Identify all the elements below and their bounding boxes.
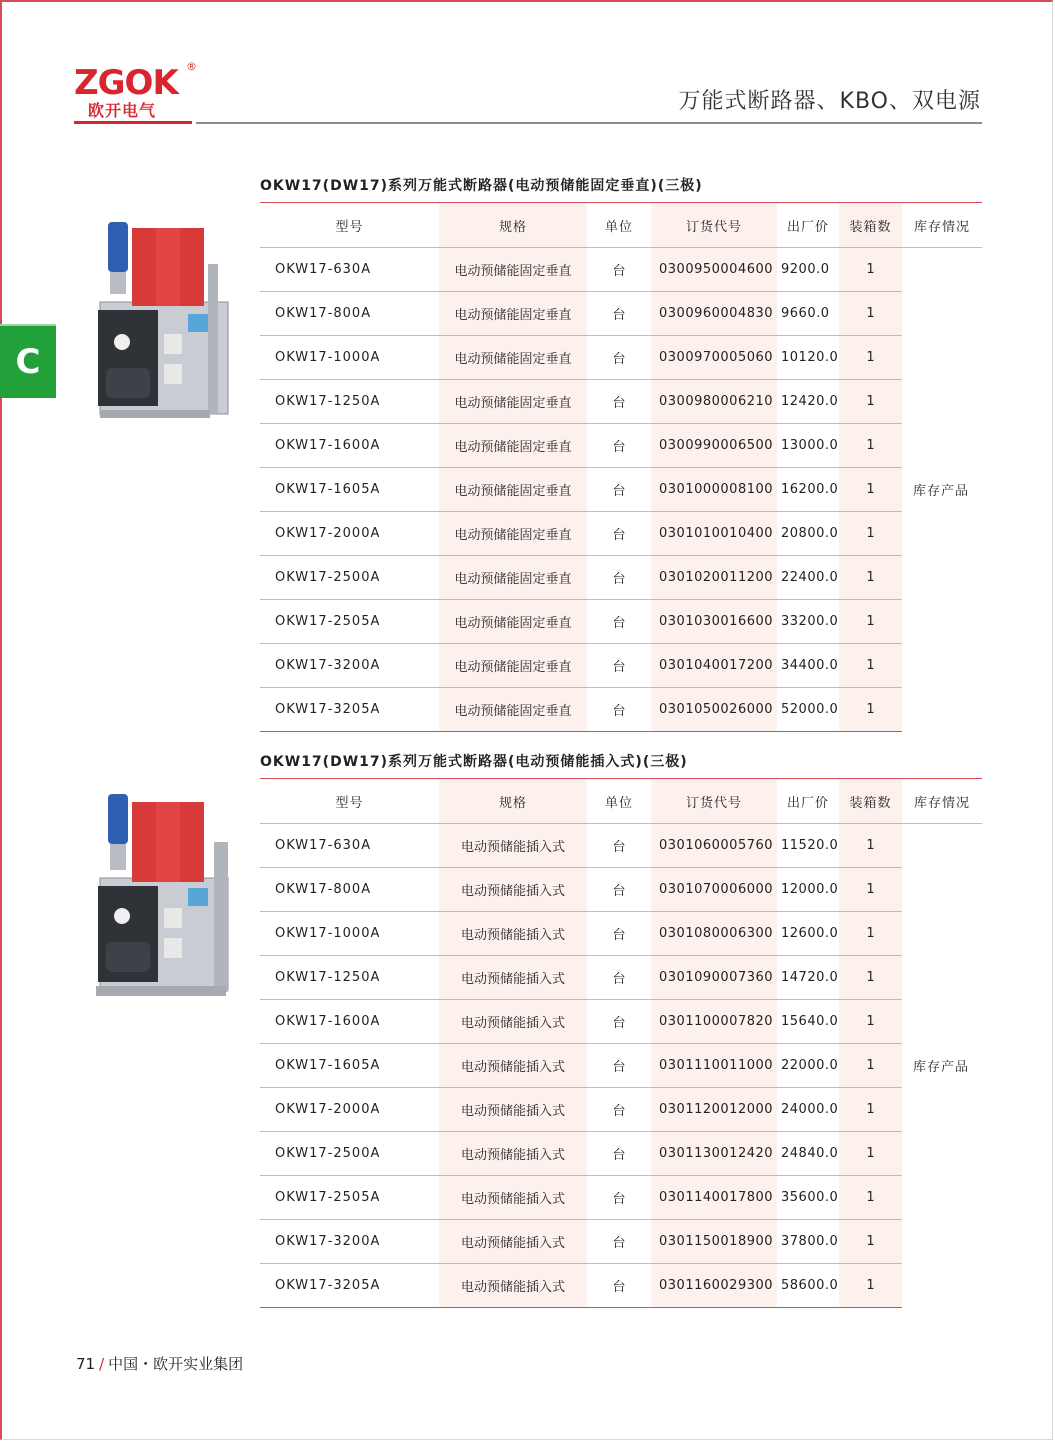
- cell-box-qty: 1: [839, 868, 902, 912]
- cell-order-code: 0301100007820: [651, 1000, 777, 1044]
- cell-order-code: 0301050026000: [651, 688, 777, 732]
- cell-model: OKW17-1600A: [260, 1000, 439, 1044]
- cell-unit: 台: [587, 1264, 651, 1308]
- cell-order-code: 0301010010400: [651, 512, 777, 556]
- cell-order-code: 0300970005060: [651, 336, 777, 380]
- cell-unit: 台: [587, 600, 651, 644]
- cell-price: 33200.0: [777, 600, 839, 644]
- cell-stock-status: 库存产品: [913, 484, 970, 500]
- table-row: [260, 380, 982, 424]
- cell-model: OKW17-3200A: [260, 1220, 439, 1264]
- cell-box-qty: 1: [839, 1000, 902, 1044]
- cell-order-code: 0301140017800: [651, 1176, 777, 1220]
- cell-order-code: 0301040017200: [651, 644, 777, 688]
- col-header-spec: 规格: [439, 203, 587, 248]
- page-footer: [76, 1353, 243, 1374]
- logo-wordmark: ZGOK: [74, 63, 178, 103]
- cell-price: 9200.0: [777, 248, 839, 292]
- cell-stock-status: 库存产品: [913, 1060, 970, 1076]
- col-header-model: 型号: [260, 203, 439, 248]
- cell-unit: 台: [587, 1044, 651, 1088]
- cell-unit: 台: [587, 1220, 651, 1264]
- cell-unit: 台: [587, 424, 651, 468]
- cell-box-qty: 1: [839, 248, 902, 292]
- cell-spec: 电动预储能插入式: [439, 868, 587, 912]
- price-table-fixed: [260, 203, 982, 732]
- footer-company: 中国・欧开实业集团: [108, 1355, 244, 1373]
- cell-price: 13000.0: [777, 424, 839, 468]
- cell-unit: 台: [587, 248, 651, 292]
- cell-order-code: 0301090007360: [651, 956, 777, 1000]
- cell-price: 22000.0: [777, 1044, 839, 1088]
- cell-spec: 电动预储能固定垂直: [439, 600, 587, 644]
- cell-order-code: 0300950004600: [651, 248, 777, 292]
- cell-unit: 台: [587, 1088, 651, 1132]
- table-row: [260, 1132, 982, 1176]
- cell-order-code: 0301130012420: [651, 1132, 777, 1176]
- cell-spec: 电动预储能固定垂直: [439, 380, 587, 424]
- table-row: [260, 600, 982, 644]
- cell-model: OKW17-1250A: [260, 380, 439, 424]
- col-header-unit: 单位: [587, 779, 651, 824]
- cell-order-code: 0301160029300: [651, 1264, 777, 1308]
- table-row: [260, 248, 982, 292]
- cell-unit: 台: [587, 912, 651, 956]
- price-table-drawout: [260, 779, 982, 1308]
- logo-underline: [74, 121, 192, 124]
- header-divider: [196, 122, 982, 124]
- cell-model: OKW17-1000A: [260, 912, 439, 956]
- col-header-qty: 装箱数: [839, 779, 902, 824]
- cell-order-code: 0301080006300: [651, 912, 777, 956]
- cell-box-qty: 1: [839, 1264, 902, 1308]
- cell-price: 10120.0: [777, 336, 839, 380]
- cell-price: 34400.0: [777, 644, 839, 688]
- table-row: [260, 468, 982, 512]
- cell-price: 9660.0: [777, 292, 839, 336]
- cell-unit: 台: [587, 956, 651, 1000]
- cell-spec: 电动预储能插入式: [439, 956, 587, 1000]
- col-header-qty: 装箱数: [839, 203, 902, 248]
- cell-box-qty: 1: [839, 600, 902, 644]
- col-header-code: 订货代号: [651, 779, 777, 824]
- cell-spec: 电动预储能插入式: [439, 912, 587, 956]
- cell-box-qty: 1: [839, 912, 902, 956]
- cell-model: OKW17-2500A: [260, 556, 439, 600]
- footer-separator: /: [99, 1355, 105, 1373]
- cell-model: OKW17-1600A: [260, 424, 439, 468]
- brand-logo: [74, 60, 197, 126]
- cell-order-code: 0301000008100: [651, 468, 777, 512]
- table-row: [260, 1220, 982, 1264]
- cell-spec: 电动预储能插入式: [439, 824, 587, 868]
- cell-spec: 电动预储能固定垂直: [439, 688, 587, 732]
- cell-unit: 台: [587, 512, 651, 556]
- cell-spec: 电动预储能插入式: [439, 1000, 587, 1044]
- cell-box-qty: 1: [839, 512, 902, 556]
- cell-spec: 电动预储能固定垂直: [439, 468, 587, 512]
- cell-model: OKW17-2000A: [260, 1088, 439, 1132]
- cell-model: OKW17-1250A: [260, 956, 439, 1000]
- cell-model: OKW17-630A: [260, 824, 439, 868]
- table-row: [260, 1176, 982, 1220]
- table-row: [260, 1044, 982, 1088]
- cell-model: OKW17-2500A: [260, 1132, 439, 1176]
- table-row: [260, 556, 982, 600]
- breaker-product-image-fixed: [88, 214, 238, 434]
- table-row: [260, 688, 982, 732]
- cell-spec: 电动预储能固定垂直: [439, 512, 587, 556]
- cell-price: 11520.0: [777, 824, 839, 868]
- cell-unit: 台: [587, 688, 651, 732]
- cell-model: OKW17-800A: [260, 292, 439, 336]
- cell-box-qty: 1: [839, 292, 902, 336]
- col-header-stock: 库存情况: [902, 779, 982, 824]
- cell-order-code: 0300960004830: [651, 292, 777, 336]
- breaker-product-image-drawout: [88, 790, 238, 1010]
- page-number: 71: [76, 1355, 96, 1373]
- chapter-tab: C: [0, 326, 56, 398]
- cell-box-qty: 1: [839, 688, 902, 732]
- cell-model: OKW17-3205A: [260, 688, 439, 732]
- cell-box-qty: 1: [839, 1220, 902, 1264]
- table-row: [260, 1264, 982, 1308]
- table-row: [260, 424, 982, 468]
- cell-price: 12420.0: [777, 380, 839, 424]
- cell-unit: 台: [587, 1132, 651, 1176]
- cell-unit: 台: [587, 336, 651, 380]
- cell-model: OKW17-3205A: [260, 1264, 439, 1308]
- cell-model: OKW17-2000A: [260, 512, 439, 556]
- cell-price: 12600.0: [777, 912, 839, 956]
- cell-box-qty: 1: [839, 644, 902, 688]
- cell-spec: 电动预储能固定垂直: [439, 556, 587, 600]
- cell-price: 52000.0: [777, 688, 839, 732]
- cell-spec: 电动预储能固定垂直: [439, 424, 587, 468]
- cell-unit: 台: [587, 644, 651, 688]
- cell-order-code: 0301030016600: [651, 600, 777, 644]
- cell-unit: 台: [587, 1176, 651, 1220]
- cell-price: 22400.0: [777, 556, 839, 600]
- cell-price: 58600.0: [777, 1264, 839, 1308]
- table-row: [260, 292, 982, 336]
- cell-box-qty: 1: [839, 556, 902, 600]
- cell-spec: 电动预储能插入式: [439, 1176, 587, 1220]
- cell-spec: 电动预储能固定垂直: [439, 248, 587, 292]
- cell-model: OKW17-1605A: [260, 468, 439, 512]
- table-header-row: [260, 779, 982, 824]
- cell-box-qty: 1: [839, 1176, 902, 1220]
- cell-model: OKW17-1000A: [260, 336, 439, 380]
- section-title-drawout: OKW17(DW17)系列万能式断路器(电动预储能插入式)(三极): [260, 754, 688, 770]
- cell-box-qty: 1: [839, 424, 902, 468]
- col-header-price: 出厂价: [777, 203, 839, 248]
- cell-spec: 电动预储能插入式: [439, 1088, 587, 1132]
- logo-subtitle: 欧开电气: [88, 101, 157, 120]
- cell-order-code: 0301020011200: [651, 556, 777, 600]
- cell-spec: 电动预储能固定垂直: [439, 292, 587, 336]
- cell-box-qty: 1: [839, 380, 902, 424]
- table-row: [260, 644, 982, 688]
- col-header-price: 出厂价: [777, 779, 839, 824]
- cell-price: 24000.0: [777, 1088, 839, 1132]
- cell-spec: 电动预储能插入式: [439, 1044, 587, 1088]
- col-header-spec: 规格: [439, 779, 587, 824]
- cell-order-code: 0300990006500: [651, 424, 777, 468]
- cell-price: 16200.0: [777, 468, 839, 512]
- section-title-fixed: OKW17(DW17)系列万能式断路器(电动预储能固定垂直)(三极): [260, 178, 703, 194]
- col-header-code: 订货代号: [651, 203, 777, 248]
- cell-model: OKW17-800A: [260, 868, 439, 912]
- cell-model: OKW17-2505A: [260, 600, 439, 644]
- cell-model: OKW17-2505A: [260, 1176, 439, 1220]
- cell-order-code: 0301060005760: [651, 824, 777, 868]
- cell-unit: 台: [587, 380, 651, 424]
- cell-order-code: 0301150018900: [651, 1220, 777, 1264]
- table-row: [260, 824, 982, 868]
- cell-unit: 台: [587, 556, 651, 600]
- cell-box-qty: 1: [839, 956, 902, 1000]
- table-row: [260, 912, 982, 956]
- cell-spec: 电动预储能插入式: [439, 1264, 587, 1308]
- page-title: 万能式断路器、KBO、双电源: [678, 89, 981, 114]
- cell-box-qty: 1: [839, 468, 902, 512]
- table-row: [260, 868, 982, 912]
- registered-mark: ®: [186, 60, 197, 73]
- table-row: [260, 1088, 982, 1132]
- cell-model: OKW17-1605A: [260, 1044, 439, 1088]
- cell-box-qty: 1: [839, 824, 902, 868]
- cell-unit: 台: [587, 824, 651, 868]
- col-header-model: 型号: [260, 779, 439, 824]
- col-header-stock: 库存情况: [902, 203, 982, 248]
- cell-unit: 台: [587, 292, 651, 336]
- cell-spec: 电动预储能插入式: [439, 1220, 587, 1264]
- cell-price: 15640.0: [777, 1000, 839, 1044]
- cell-order-code: 0301110011000: [651, 1044, 777, 1088]
- table-header-row: [260, 203, 982, 248]
- cell-price: 20800.0: [777, 512, 839, 556]
- cell-unit: 台: [587, 468, 651, 512]
- cell-model: OKW17-3200A: [260, 644, 439, 688]
- cell-order-code: 0301120012000: [651, 1088, 777, 1132]
- cell-model: OKW17-630A: [260, 248, 439, 292]
- cell-unit: 台: [587, 1000, 651, 1044]
- table-row: [260, 512, 982, 556]
- cell-order-code: 0300980006210: [651, 380, 777, 424]
- cell-spec: 电动预储能固定垂直: [439, 644, 587, 688]
- cell-box-qty: 1: [839, 1088, 902, 1132]
- cell-price: 37800.0: [777, 1220, 839, 1264]
- cell-order-code: 0301070006000: [651, 868, 777, 912]
- cell-price: 35600.0: [777, 1176, 839, 1220]
- table-row: [260, 1000, 982, 1044]
- cell-price: 24840.0: [777, 1132, 839, 1176]
- col-header-unit: 单位: [587, 203, 651, 248]
- table-row: [260, 956, 982, 1000]
- cell-price: 12000.0: [777, 868, 839, 912]
- cell-box-qty: 1: [839, 336, 902, 380]
- cell-spec: 电动预储能插入式: [439, 1132, 587, 1176]
- cell-box-qty: 1: [839, 1044, 902, 1088]
- cell-price: 14720.0: [777, 956, 839, 1000]
- cell-box-qty: 1: [839, 1132, 902, 1176]
- cell-spec: 电动预储能固定垂直: [439, 336, 587, 380]
- cell-unit: 台: [587, 868, 651, 912]
- table-row: [260, 336, 982, 380]
